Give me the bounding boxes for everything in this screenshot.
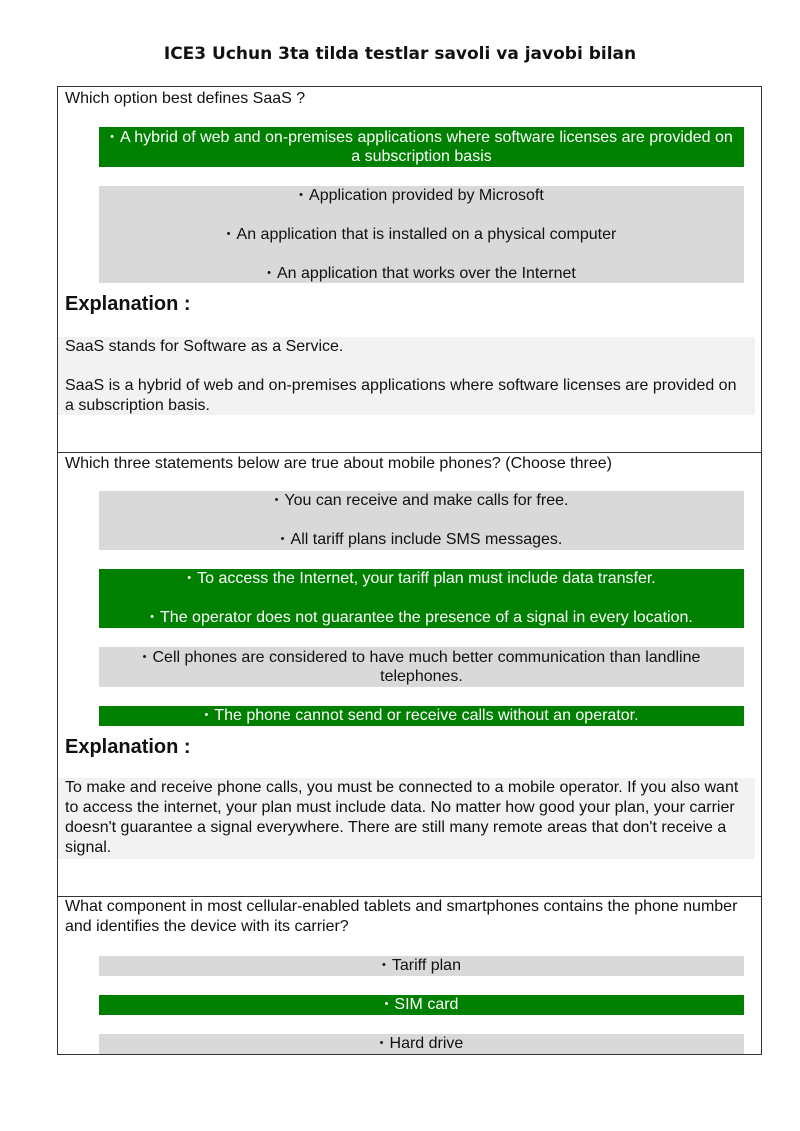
bullet-icon: •	[226, 228, 231, 240]
option-item	[99, 1034, 744, 1053]
answer-option-wrong[interactable]	[99, 956, 744, 976]
bullet-icon: •	[267, 267, 271, 279]
option-label: The phone cannot send or receive calls without an operator.	[214, 707, 639, 724]
answer-option-wrong[interactable]	[99, 647, 744, 687]
bullet-icon: •	[142, 651, 147, 663]
question-text: Which option best defines SaaS ?	[65, 90, 306, 107]
option-item[interactable]	[99, 530, 744, 549]
answer-option-correct[interactable]	[99, 127, 744, 167]
question-text: What component in most cellular-enabled tablets and smartphones contains the phone number and identifies the device with its carrier?	[65, 898, 738, 935]
bullet-icon: •	[110, 131, 115, 143]
option-item[interactable]	[99, 491, 744, 530]
bullet-icon: •	[204, 709, 209, 721]
explanation-heading: Explanation :	[65, 293, 191, 315]
answer-option-correct[interactable]	[99, 706, 744, 726]
option-label: Application provided by Microsoft	[309, 187, 544, 204]
answer-option-group-wrong	[99, 491, 744, 550]
option-label: A hybrid of web and on-premises applications where software licenses are provided on a subscription basis	[120, 129, 733, 165]
questions-table	[57, 86, 762, 1055]
option-item	[99, 648, 744, 686]
bullet-icon: •	[384, 998, 389, 1010]
bullet-icon: •	[274, 494, 279, 506]
question-text: Which three statements below are true about mobile phones? (Choose three)	[65, 455, 612, 472]
question-block-1	[58, 87, 761, 453]
bullet-icon: •	[379, 1037, 384, 1049]
option-label: An application that is installed on a physical computer	[236, 226, 617, 243]
explanation-box	[58, 337, 755, 415]
question-block-2	[58, 453, 761, 897]
answer-option-correct[interactable]	[99, 995, 744, 1015]
question-block-3	[58, 897, 761, 1054]
option-label: All tariff plans include SMS messages.	[290, 531, 563, 548]
answer-option-group-wrong	[99, 186, 744, 283]
option-item	[99, 706, 744, 725]
option-label: Cell phones are considered to have much better communication than landline telephones.	[152, 649, 701, 685]
explanation-box	[58, 778, 755, 859]
option-label: SIM card	[394, 996, 459, 1013]
option-item	[99, 956, 744, 975]
option-item	[99, 128, 744, 166]
bullet-icon: •	[150, 611, 155, 623]
bullet-icon: •	[299, 189, 304, 201]
bullet-icon: •	[382, 959, 386, 971]
option-label: You can receive and make calls for free.	[284, 492, 569, 509]
option-label: An application that works over the Internet	[277, 265, 576, 282]
option-item[interactable]	[99, 186, 744, 225]
option-label: Tariff plan	[391, 957, 461, 974]
option-item[interactable]	[99, 569, 744, 608]
option-item[interactable]	[99, 264, 744, 283]
answer-option-group-correct	[99, 569, 744, 628]
bullet-icon: •	[280, 533, 285, 545]
bullet-icon: •	[187, 572, 192, 584]
option-label: To access the Internet, your tariff plan must include data transfer.	[197, 570, 656, 587]
explanation-paragraph: To make and receive phone calls, you must be connected to a mobile operator. If you also want to access the internet, your plan must include data. No matter how good your plan, your carrier doesn't guarantee a signal everywhere. There are still many remote areas that don't receive a signal.	[65, 779, 739, 856]
explanation-heading: Explanation :	[65, 736, 191, 758]
option-item[interactable]	[99, 608, 744, 627]
explanation-paragraph: SaaS is a hybrid of web and on-premises applications where software licenses are provided on a subscription basis.	[65, 377, 737, 414]
option-label: The operator does not guarantee the presence of a signal in every location.	[160, 609, 693, 626]
explanation-paragraph: SaaS stands for Software as a Service.	[65, 338, 344, 355]
option-item	[99, 995, 744, 1014]
option-item[interactable]	[99, 225, 744, 264]
document-title: ICE3 Uchun 3ta tilda testlar savoli va javobi bilan	[163, 44, 637, 64]
option-label: Hard drive	[389, 1035, 464, 1052]
answer-option-wrong[interactable]	[99, 1034, 744, 1054]
